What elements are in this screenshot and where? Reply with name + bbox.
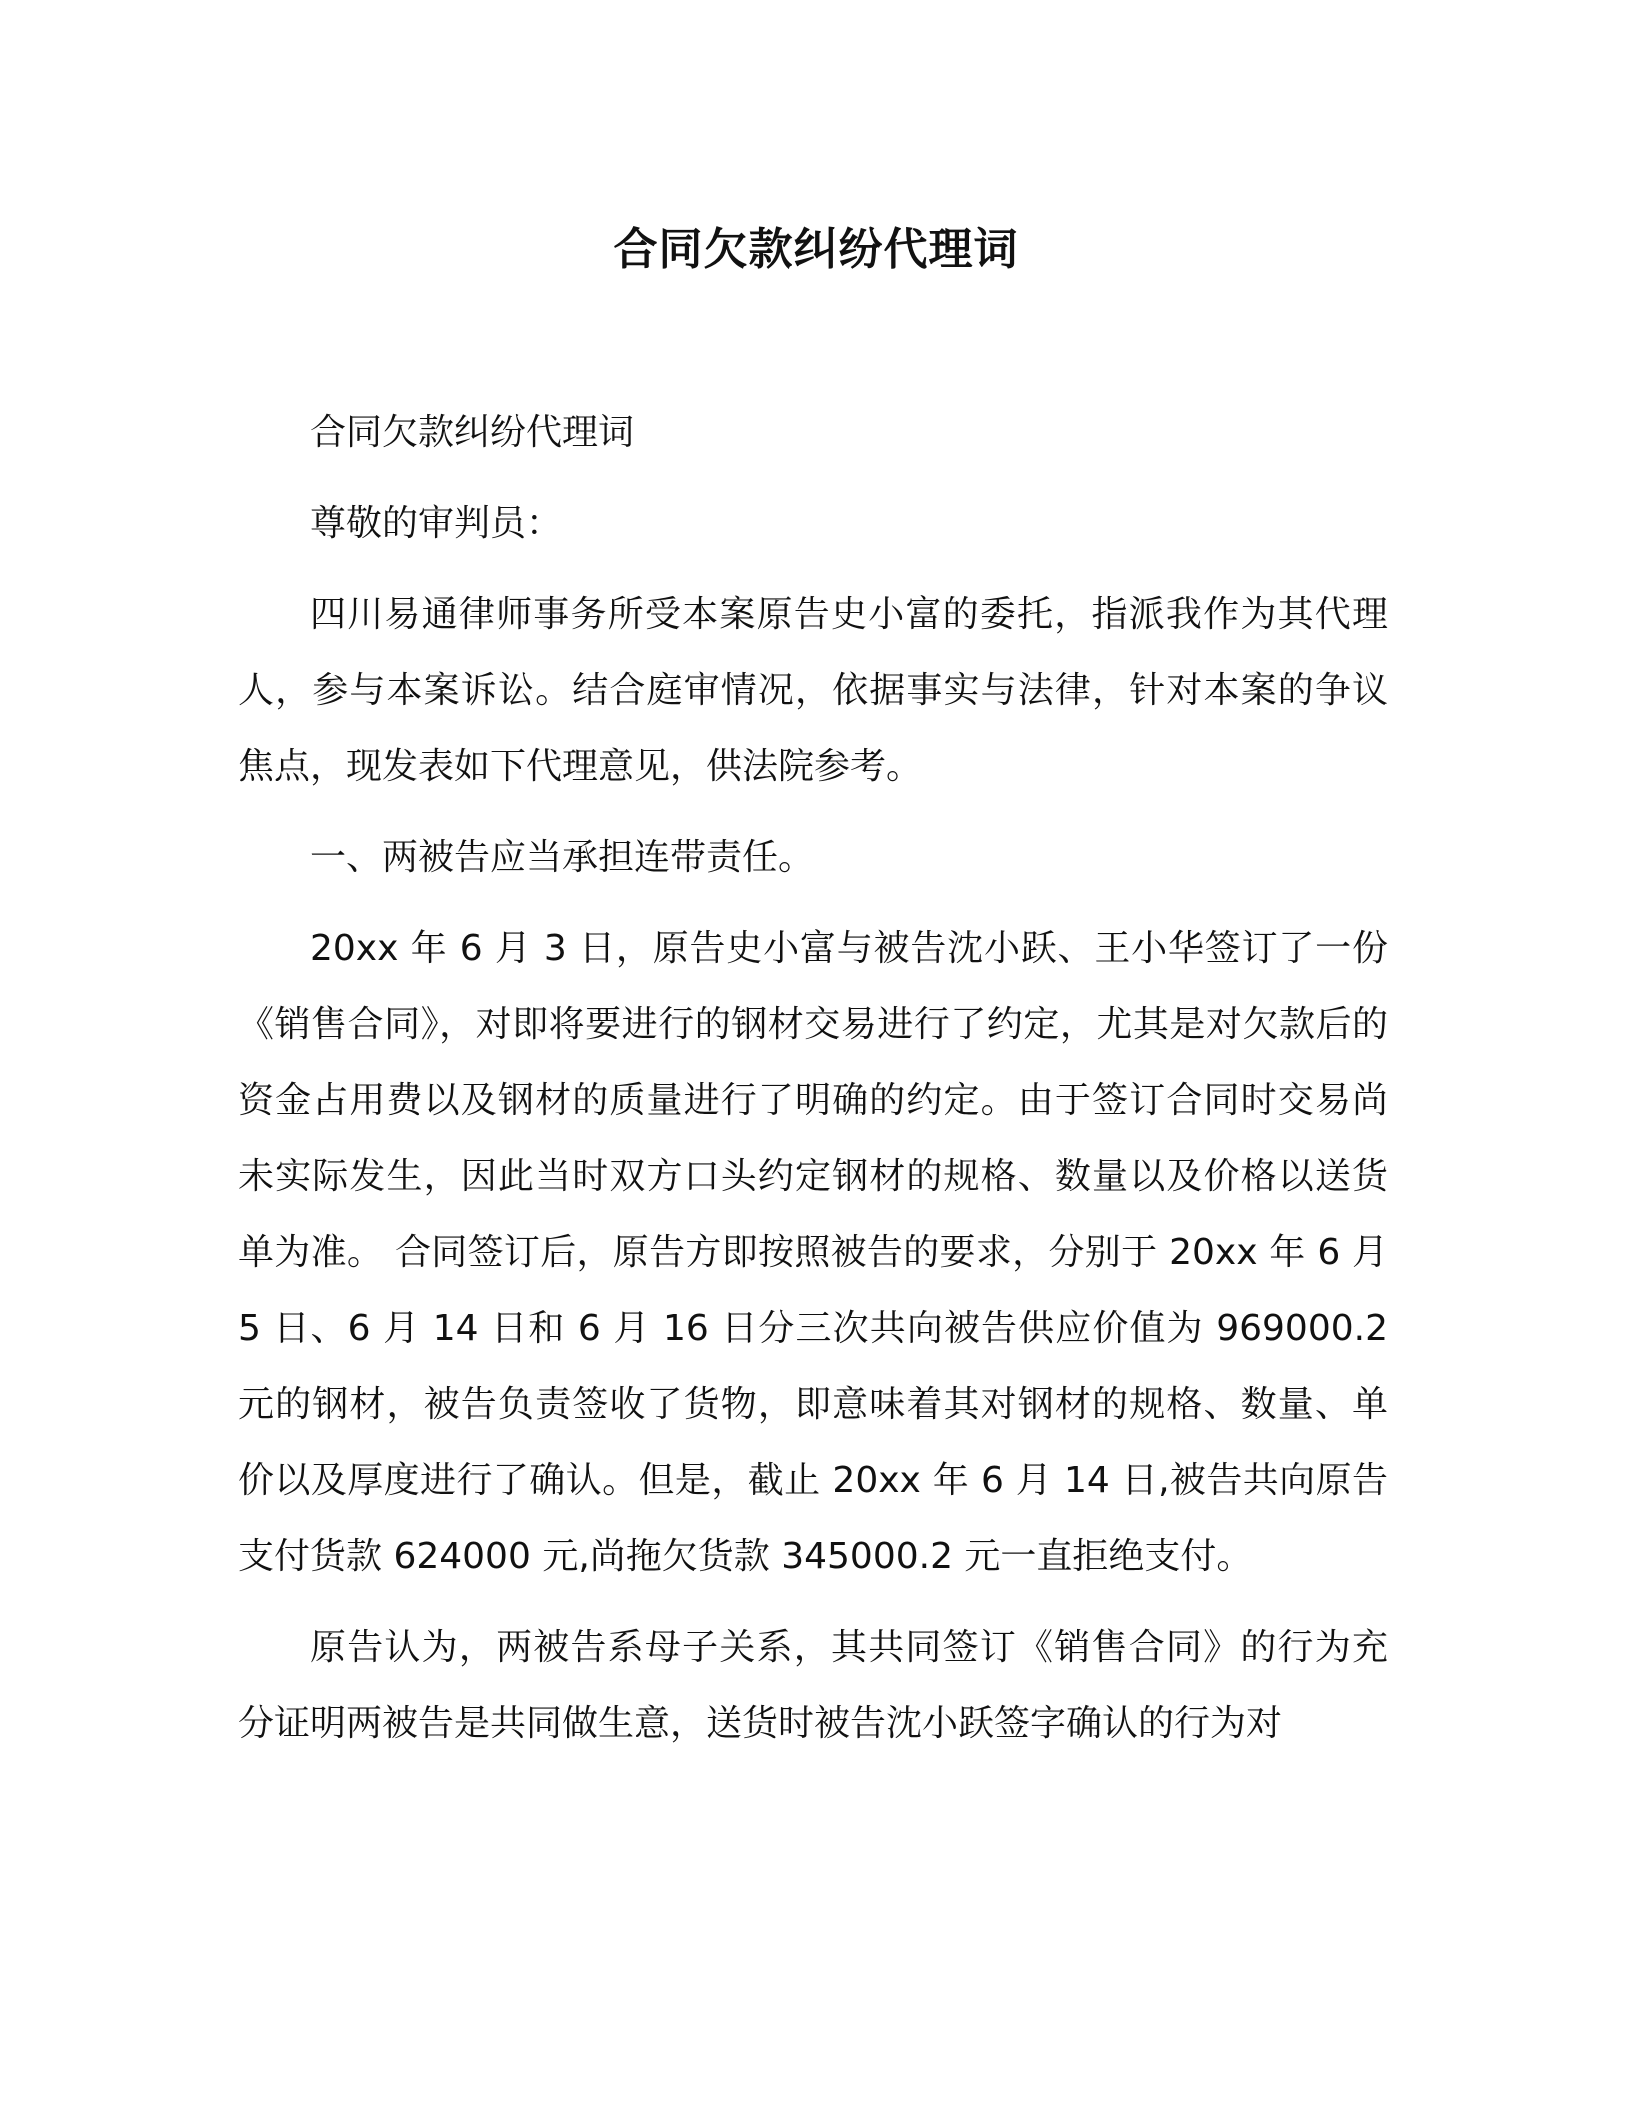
document-body — [238, 395, 1388, 1777]
document-title: 合同欠款纠纷代理词 — [613, 224, 1019, 275]
paragraph-heading: 合同欠款纠纷代理词 — [310, 412, 635, 453]
paragraph-salutation: 尊敬的审判员： — [310, 503, 563, 544]
paragraph-intro: 四川易通律师事务所受本案原告史小富的委托，指派我作为其代理人，参与本案诉讼。结合庭审情况，依据事实与法律，针对本案的争议焦点，现发表如下代理意见，供法院参考。 — [238, 594, 1388, 787]
paragraph-argument: 原告认为，两被告系母子关系，其共同签订《销售合同》的行为充分证明两被告是共同做生意，送货时被告沈小跃签字确认的行为对 — [238, 1627, 1388, 1744]
paragraph-facts: 20xx 年 6 月 3 日，原告史小富与被告沈小跃、王小华签订了一份《销售合同》，对即将要进行的钢材交易进行了约定，尤其是对欠款后的资金占用费以及钢材的质量进行了明确的约定。由于签订合同时交易尚未实际发生，因此当时双方口头约定钢材的规格、数量以及价格以送货单为准。 合同签订后，原告方即按照被告的要求，分别于 20xx 年 6 月 5 日、6 月 14 日和 6 月 16 日分三次共向被告供应价值为 969000.2 元的钢材，被告负责签收了货物，即意味着其对钢材的规格、数量、单价以及厚度进行了确认。但是，截止 20xx 年 6 月 14 日,被告共向原告支付货款 624000 元,尚拖欠货款 345000.2 元一直拒绝支付。 — [238, 928, 1388, 1577]
paragraph-section-one: 一、两被告应当承担连带责任。 — [310, 837, 815, 878]
